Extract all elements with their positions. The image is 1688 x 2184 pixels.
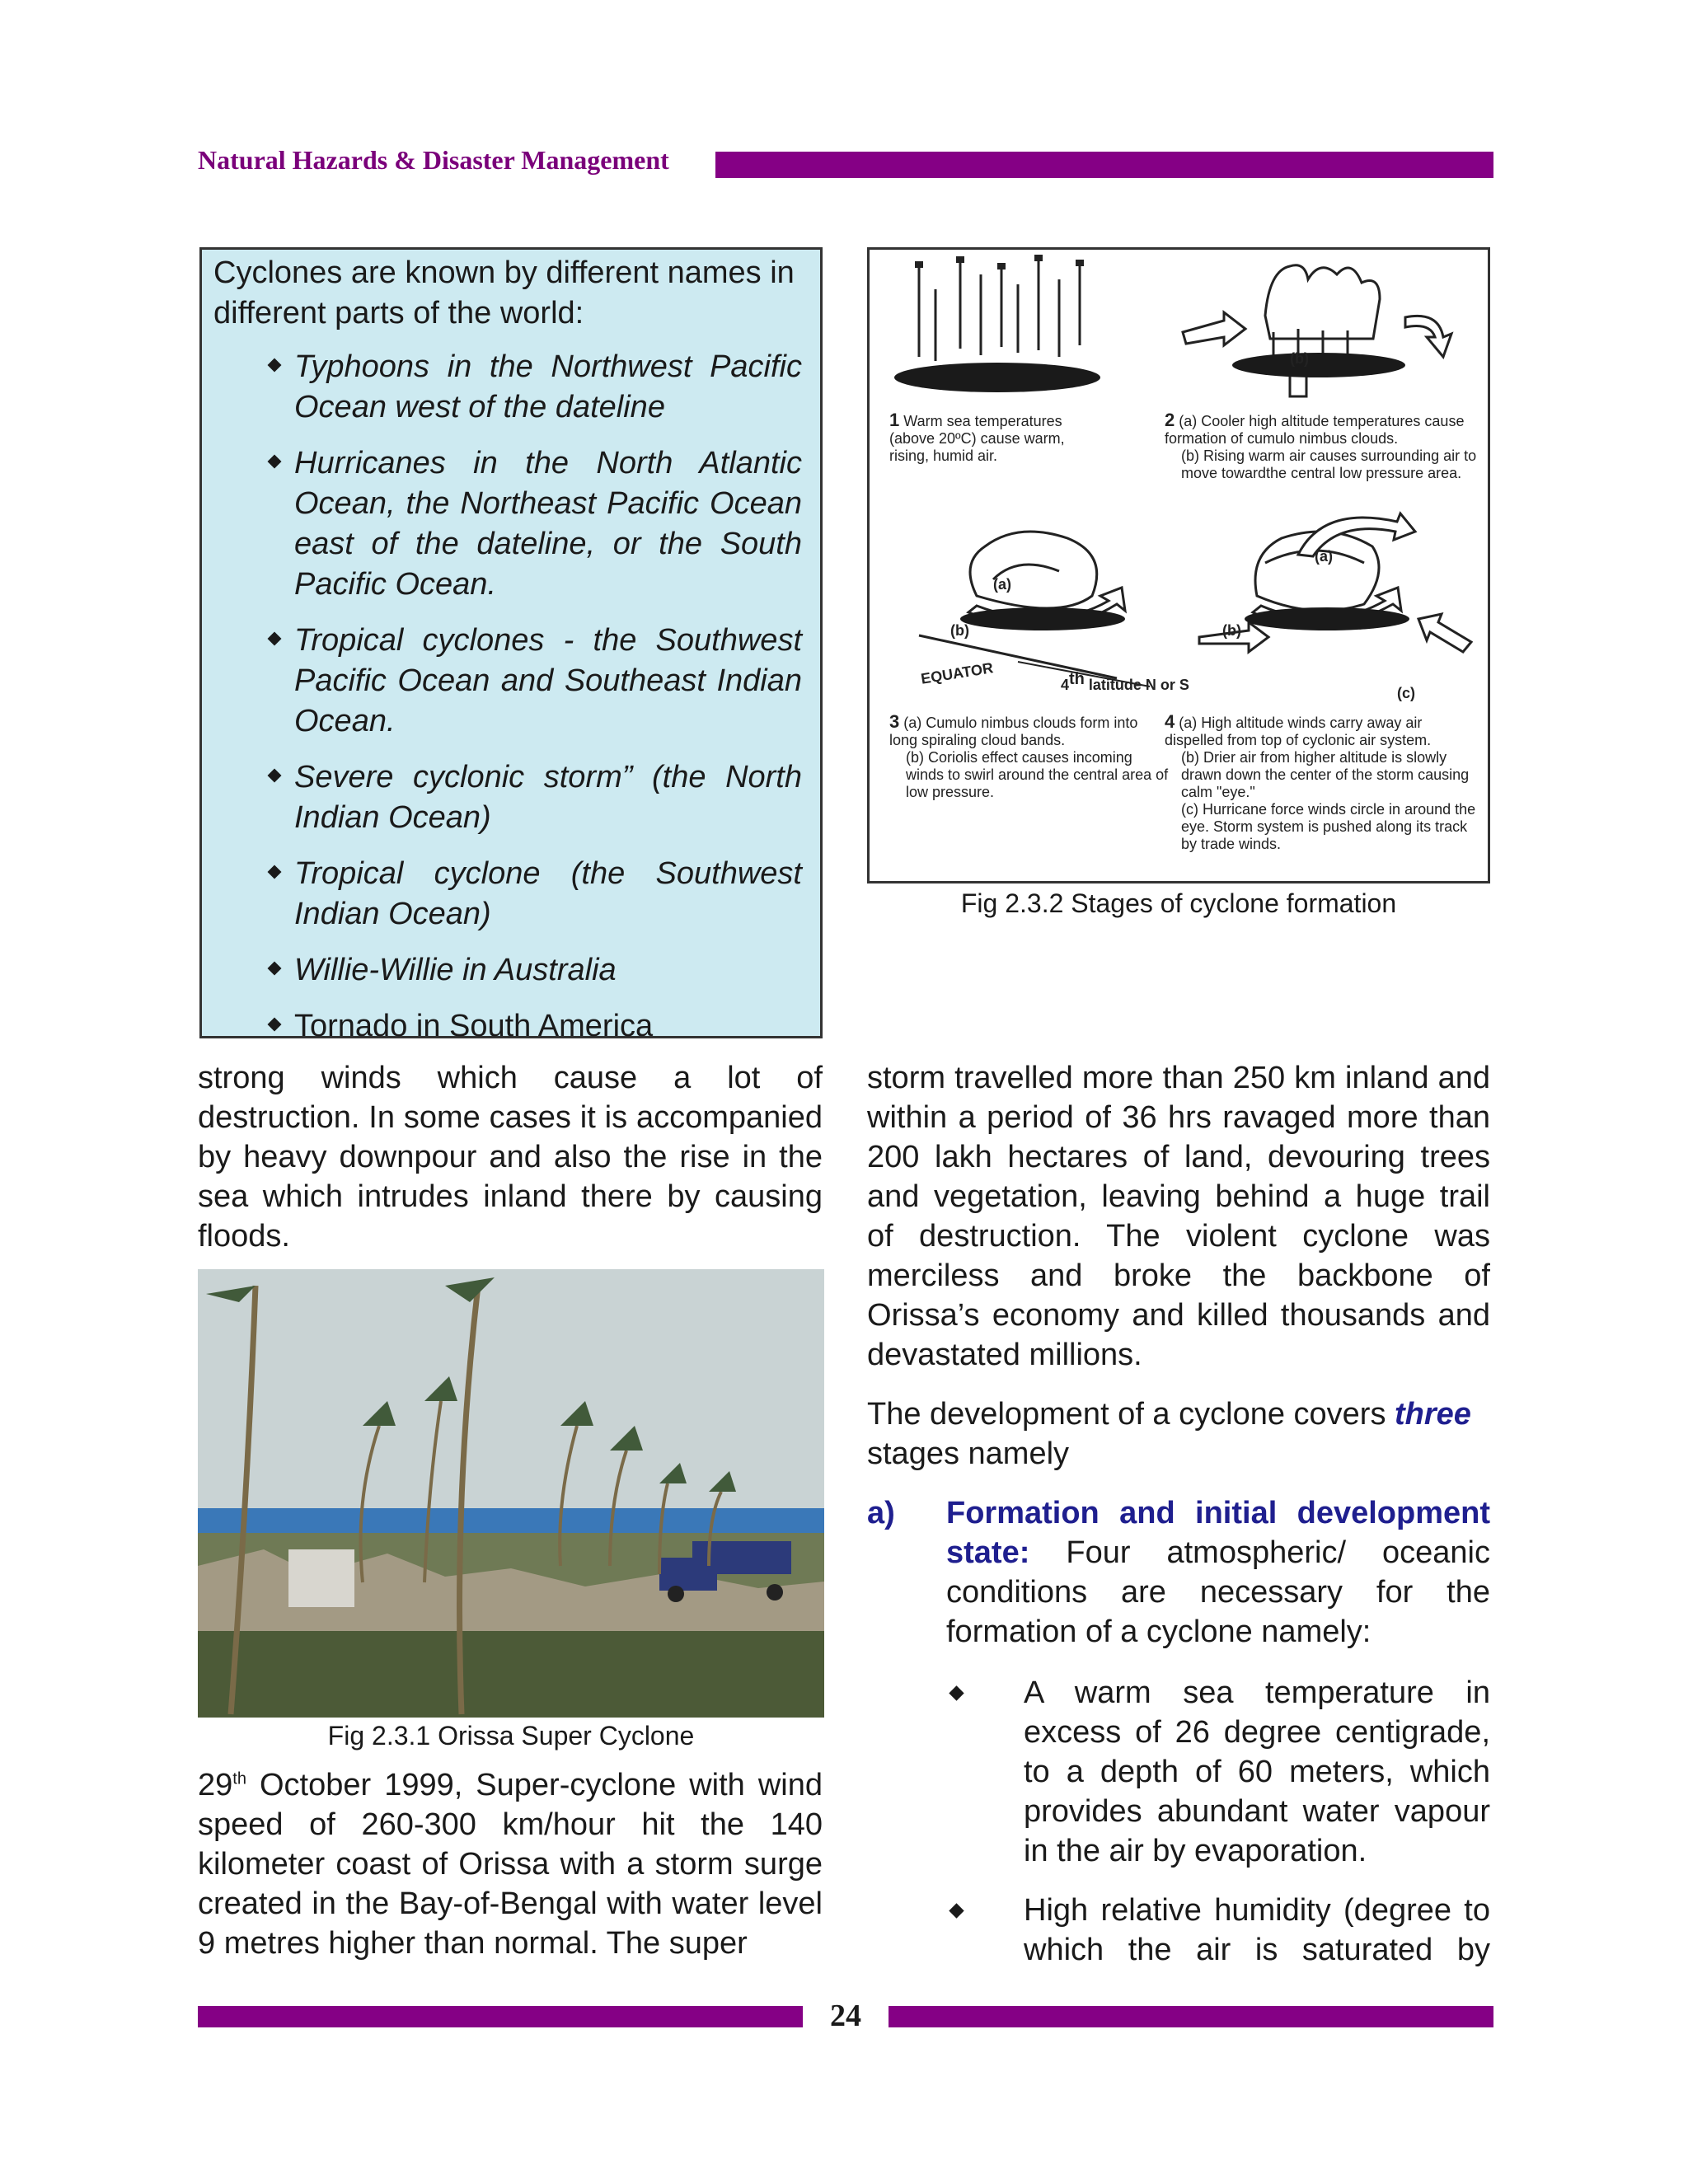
- stage-2-text: 2 (a) Cooler high altitude temperatures cause formation of cumulo nimbus clouds. (b) Rising warm air causes surrounding air to move towardthe central low pressure area.: [1165, 410, 1477, 481]
- diamond-bullet-icon: [268, 455, 282, 469]
- list-item: Hurricanes in the North Atlantic Ocean, the Northeast Pacific Ocean east of the dateline, or the South Pacific Ocean.: [213, 443, 802, 605]
- diamond-bullet-icon: [268, 1018, 282, 1032]
- footer-decorative-bar-left: [198, 2006, 803, 2027]
- diamond-bullet-icon: [268, 359, 282, 373]
- fig-label-c: (c): [1397, 685, 1415, 701]
- orissa-cyclone-photo: [198, 1269, 824, 1718]
- list-item: Severe cyclonic storm” (the North Indian Ocean): [213, 757, 802, 838]
- right-paragraph-1: storm travelled more than 250 km inland and within a period of 36 hrs ravaged more than 200 lakh hectares of land, devouring trees and vegetation, leaving behind a huge trail of destruction. The violent cyclone was merciless and broke the backbone of Orissa’s economy and killed thousands and devastated millions.: [867, 1061, 1490, 1372]
- cyclone-names-list: [213, 347, 802, 1047]
- page-number: 24: [830, 1999, 861, 2033]
- diamond-bullet-icon: [949, 1903, 964, 1918]
- left-paragraph-1: strong winds which cause a lot of destruction. In some cases it is accompanied by heavy downpour and also the rise in the sea which intrudes inland there by causing floods.: [198, 1061, 823, 1254]
- cyclone-damage-photo-illustration: [198, 1269, 824, 1718]
- stage-3-text: 3 (a) Cumulo nimbus clouds form into long spiraling cloud bands. (b) Coriolis effect causes incoming winds to swirl around the central area of low pressure.: [889, 711, 1169, 800]
- figure-2-caption: Fig 2.3.2 Stages of cyclone formation: [960, 888, 1397, 918]
- fig-label-a: (a): [993, 576, 1011, 593]
- emphasis-three: three: [1395, 1397, 1471, 1432]
- stage-a-section: [867, 1493, 1490, 1652]
- diamond-bullet-icon: [949, 1685, 964, 1700]
- fig-label-b: (b): [1290, 350, 1309, 367]
- diamond-bullet-icon: [268, 632, 282, 646]
- diamond-bullet-icon: [268, 769, 282, 783]
- header-decorative-bar: [715, 152, 1493, 178]
- fig-label-b: (b): [950, 622, 969, 639]
- list-item: Tropical cyclone (the Southwest Indian Ocean): [213, 854, 802, 935]
- stage-4-text: 4 (a) High altitude winds carry away air dispelled from top of cyclonic air system. (b) Drier air from higher altitude is slowly drawn down the center of the storm causing calm "eye." (c) Hurricane force winds circle in around the eye. Storm system is pushed along its track by trade winds.: [1165, 711, 1476, 852]
- cyclone-stages-figure: [867, 247, 1490, 883]
- diamond-bullet-icon: [268, 962, 282, 976]
- list-item: Tropical cyclones - the Southwest Pacific Ocean and Southeast Indian Ocean.: [213, 621, 802, 742]
- stage-a-heading: Formation and initial development state:: [946, 1496, 1490, 1570]
- stage-1-text: 1 Warm sea temperatures (above 20ºC) cause warm, rising, humid air.: [889, 410, 1065, 464]
- latitude-label: 4th latitude N or S: [1061, 670, 1189, 693]
- right-paragraph-2: The development of a cyclone covers three stages namely: [867, 1397, 1471, 1471]
- diamond-bullet-icon: [268, 865, 282, 879]
- cyclone-names-box: [199, 247, 823, 1043]
- fig-label-a: (a): [1315, 548, 1333, 565]
- fig-label-b: (b): [1222, 622, 1241, 639]
- cyclone-names-intro: Cyclones are known by different names in different parts of the world:: [213, 255, 795, 330]
- list-item: Willie-Willie in Australia: [213, 950, 802, 991]
- equator-label: EQUATOR: [919, 659, 995, 687]
- figure-1-caption: Fig 2.3.1 Orissa Super Cyclone: [327, 1721, 695, 1750]
- running-header-title: Natural Hazards & Disaster Management: [198, 145, 669, 175]
- list-item: Tornado in South America: [213, 1006, 802, 1047]
- left-paragraph-2: 29th October 1999, Super-cyclone with wind speed of 260-300 km/hour hit the 140 kilometer coast of Orissa with a storm surge created in the Bay-of-Bengal with water level 9 metres higher than normal. The super: [198, 1768, 823, 1961]
- list-item: High relative humidity (degree to which the air is saturated by: [867, 1891, 1490, 1970]
- footer-decorative-bar-right: [889, 2006, 1493, 2027]
- list-item: A warm sea temperature in excess of 26 degree centigrade, to a depth of 60 meters, which provides abundant water vapour in the air by evaporation.: [867, 1673, 1490, 1871]
- stage-a-text: Four atmospheric/ oceanic conditions are necessary for the formation of a cyclone namely:: [946, 1535, 1490, 1649]
- stage-a-label: a): [867, 1496, 895, 1530]
- list-item: Typhoons in the Northwest Pacific Ocean west of the dateline: [213, 347, 802, 428]
